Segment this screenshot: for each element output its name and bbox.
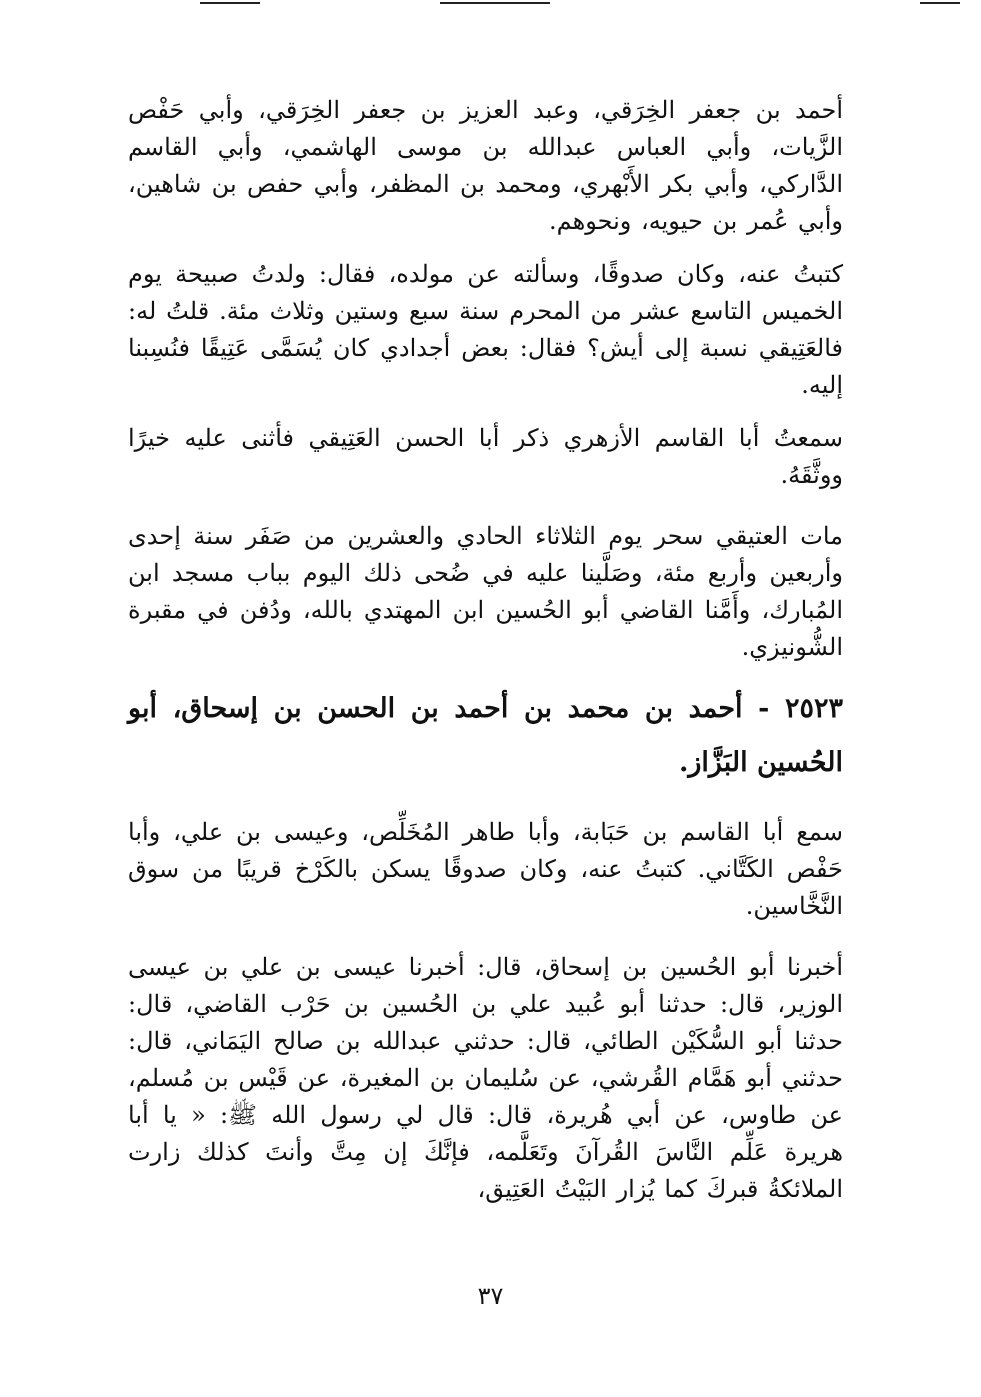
header-rule-2	[440, 2, 550, 4]
page-body	[128, 92, 843, 1208]
paragraph-6: أخبرنا أبو الحُسين بن إسحاق، قال: أخبرنا عيسى بن علي بن عيسى الوزير، قال: حدثنا أبو عُبيد علي بن الحُسين بن حَرْب القاضي، قال: حدثنا أبو السُّكَيْن الطائي، قال: حدثني عبدالله بن صالح اليَمَاني، قال: حدثني أبو هَمَّام القُرشي، عن سُليمان بن المغيرة، عن قَيْس بن مُسلم، عن طاوس، عن أبي هُريرة، قال: قال لي رسول الله ﷺ: « يا أبا هريرة عَلِّم النَّاسَ القُرآنَ وتَعَلَّمه، فإنَّكَ إن مِتَّ وأنتَ كذلك زارت الملائكةُ قبركَ كما يُزار البَيْتُ العَتِيق،	[128, 953, 843, 1203]
header-rule-3	[920, 2, 960, 4]
page-number: ٣٧	[477, 1282, 504, 1310]
paragraph-3: سمعتُ أبا القاسم الأزهري ذكر أبا الحسن العَتِيقي فأثنى عليه خيرًا ووثَّقَهُ.	[128, 424, 843, 489]
paragraph-5: سمع أبا القاسم بن حَبَابة، وأبا طاهر المُخَلِّص، وعيسى بن علي، وأبا حَفْص الكَتَّاني. كتبتُ عنه، وكان صدوقًا يسكن بالكَرْخ قريبًا من سوق النَّخَّاسين.	[128, 818, 843, 920]
header-rule-1	[200, 2, 260, 4]
paragraph-1: أحمد بن جعفر الخِرَقي، وعبد العزيز بن جعفر الخِرَقي، وأبي حَفْص الزَّيات، وأبي العباس عبدالله بن موسى الهاشمي، وأبي القاسم الدَّاركي، وأبي بكر الأَبْهري، ومحمد بن المظفر، وأبي حفص بن شاهين، وأبي عُمر بن حيويه، ونحوهم.	[128, 96, 843, 235]
paragraph-2: كتبتُ عنه، وكان صدوقًا، وسألته عن مولده، فقال: ولدتُ صبيحة يوم الخميس التاسع عشر من المحرم سنة سبع وستين وثلاث مئة. قلتُ له: فالعَتِيقي نسبة إلى أيش؟ فقال: بعض أجدادي كان يُسَمَّى عَتِيقًا فنُسِبنا إليه.	[128, 260, 843, 399]
paragraph-4: مات العتيقي سحر يوم الثلاثاء الحادي والعشرين من صَفَر سنة إحدى وأربعين وأربع مئة، وصَلَّينا عليه في ضُحى ذلك اليوم بباب مسجد ابن المُبارك، وأَمَّنا القاضي أبو الحُسين ابن المهتدي بالله، ودُفن في مقبرة الشُّونيزي.	[128, 522, 843, 661]
entry-heading: ٢٥٢٣ - أحمد بن محمد بن أحمد بن الحسن بن إسحاق، أبو الحُسين البَزَّاز.	[128, 693, 843, 778]
